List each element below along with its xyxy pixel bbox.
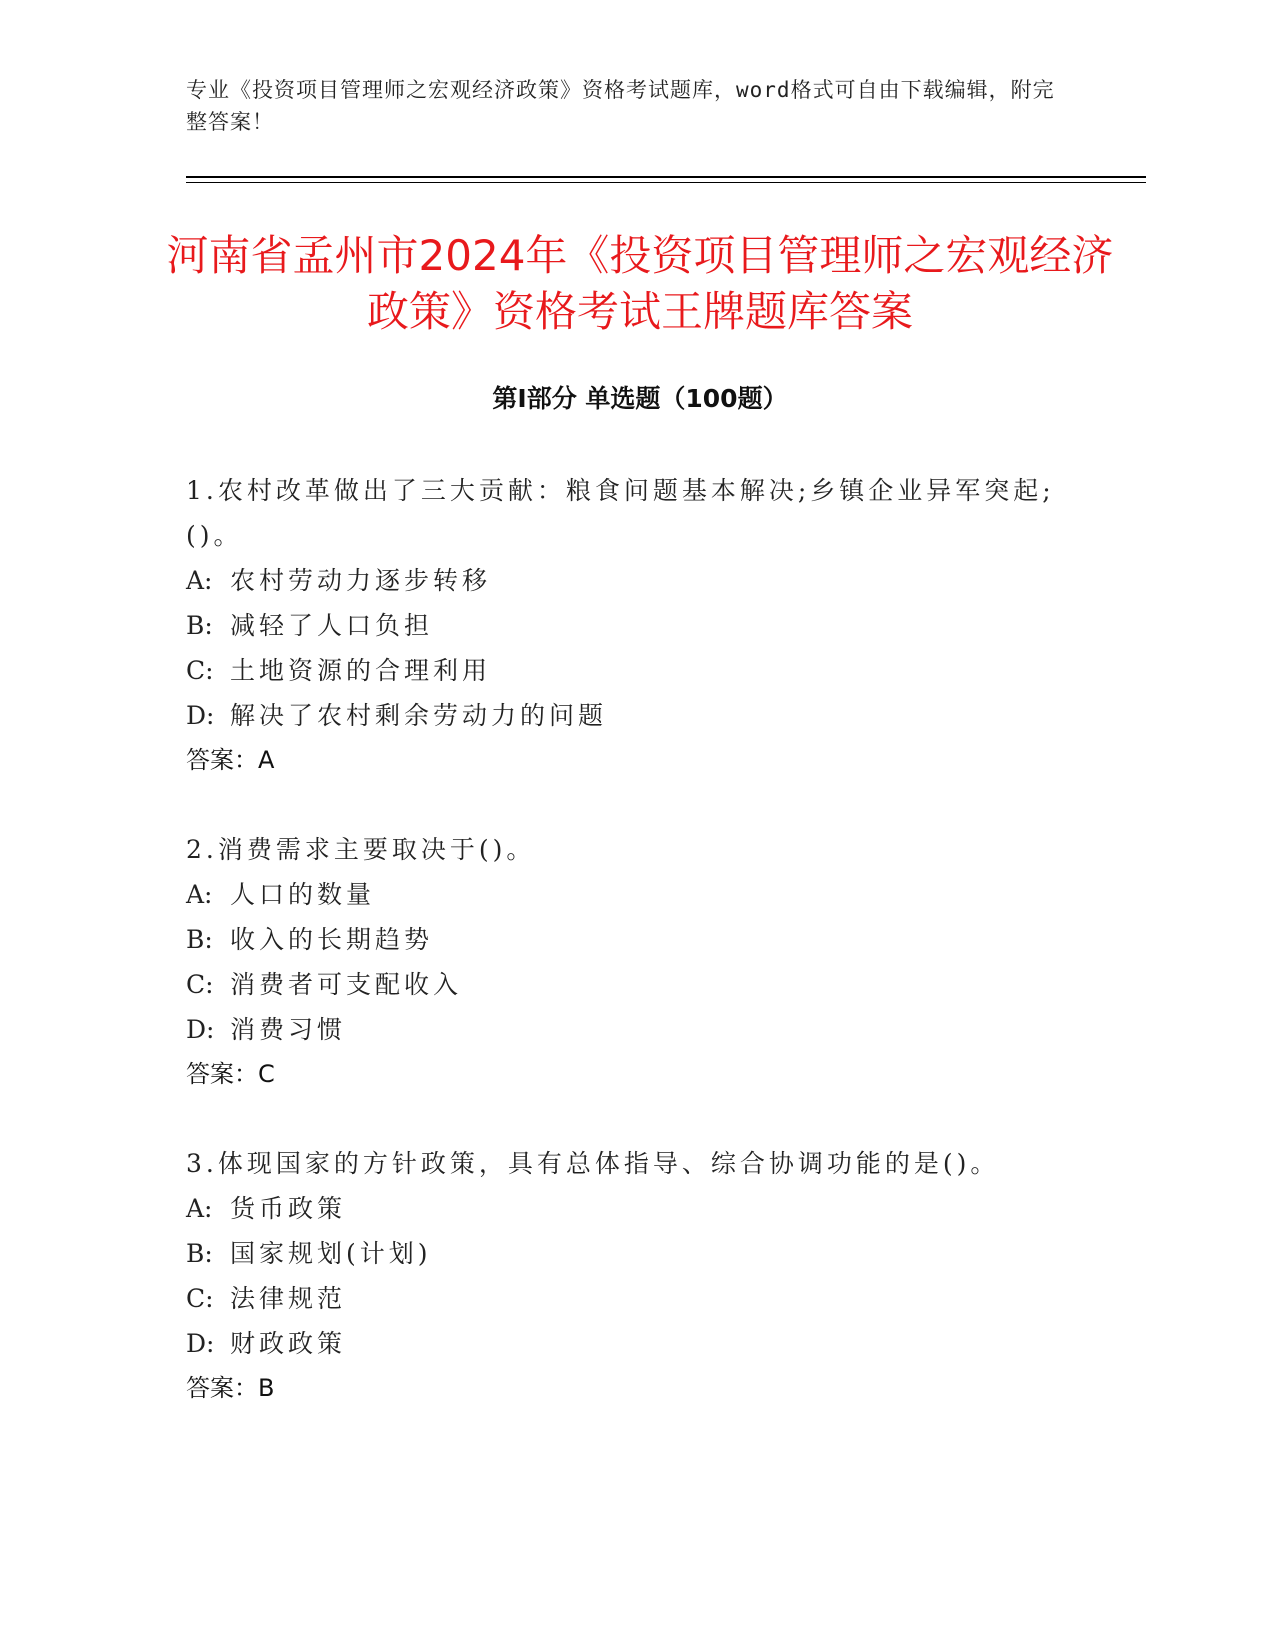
- option-a: [186, 872, 1066, 917]
- option-letter: B:: [186, 611, 213, 640]
- option-c: [186, 962, 1066, 1007]
- question-stem: 2.消费需求主要取决于()。: [186, 835, 536, 864]
- option-text: 消费习惯: [230, 1015, 347, 1044]
- option-d: [186, 1007, 1066, 1052]
- option-text: 消费者可支配收入: [230, 970, 463, 999]
- option-text: 土地资源的合理利用: [230, 656, 492, 685]
- option-text: 货币政策: [230, 1194, 347, 1223]
- option-b: [186, 603, 1066, 648]
- option-a: [186, 558, 1066, 603]
- option-letter: B:: [186, 1239, 213, 1268]
- option-letter: A:: [186, 880, 213, 909]
- option-b: [186, 1231, 1066, 1276]
- question-stem: 3.体现国家的方针政策，具有总体指导、综合协调功能的是()。: [186, 1149, 1000, 1178]
- option-letter: C:: [186, 656, 214, 685]
- option-text: 解决了农村剩余劳动力的问题: [230, 701, 608, 730]
- document-title: 河南省孟州市2024年《投资项目管理师之宏观经济政策》资格考试王牌题库答案: [166, 231, 1114, 336]
- option-a: [186, 1186, 1066, 1231]
- option-letter: A:: [186, 566, 213, 595]
- question-3: [186, 1141, 1066, 1411]
- option-text: 减轻了人口负担: [230, 611, 434, 640]
- option-letter: D:: [186, 701, 215, 730]
- option-text: 国家规划(计划): [230, 1239, 432, 1268]
- answer: 答案：A: [186, 746, 275, 774]
- option-text: 人口的数量: [230, 880, 376, 909]
- option-text: 收入的长期趋势: [230, 925, 434, 954]
- option-letter: C:: [186, 970, 214, 999]
- option-letter: A:: [186, 1194, 213, 1223]
- header-note: 专业《投资项目管理师之宏观经济政策》资格考试题库，word格式可自由下载编辑，附完整答案！: [186, 78, 1055, 134]
- option-letter: C:: [186, 1284, 214, 1313]
- header-divider-thin: [186, 182, 1146, 183]
- question-2: [186, 827, 1066, 1097]
- option-c: [186, 648, 1066, 693]
- option-letter: B:: [186, 925, 213, 954]
- option-text: 法律规范: [230, 1284, 347, 1313]
- option-letter: D:: [186, 1015, 215, 1044]
- answer: 答案：C: [186, 1060, 275, 1088]
- header-divider-thick: [186, 176, 1146, 178]
- question-1: [186, 468, 1066, 783]
- question-stem: 1.农村改革做出了三大贡献：粮食问题基本解决;乡镇企业异军突起;()。: [186, 476, 1055, 550]
- option-d: [186, 1321, 1066, 1366]
- option-letter: D:: [186, 1329, 215, 1358]
- option-c: [186, 1276, 1066, 1321]
- question-list: [186, 468, 1066, 1455]
- option-text: 农村劳动力逐步转移: [230, 566, 492, 595]
- option-d: [186, 693, 1066, 738]
- option-text: 财政政策: [230, 1329, 347, 1358]
- option-b: [186, 917, 1066, 962]
- answer: 答案：B: [186, 1374, 275, 1402]
- section-title: 第Ⅰ部分 单选题（100题）: [492, 384, 788, 413]
